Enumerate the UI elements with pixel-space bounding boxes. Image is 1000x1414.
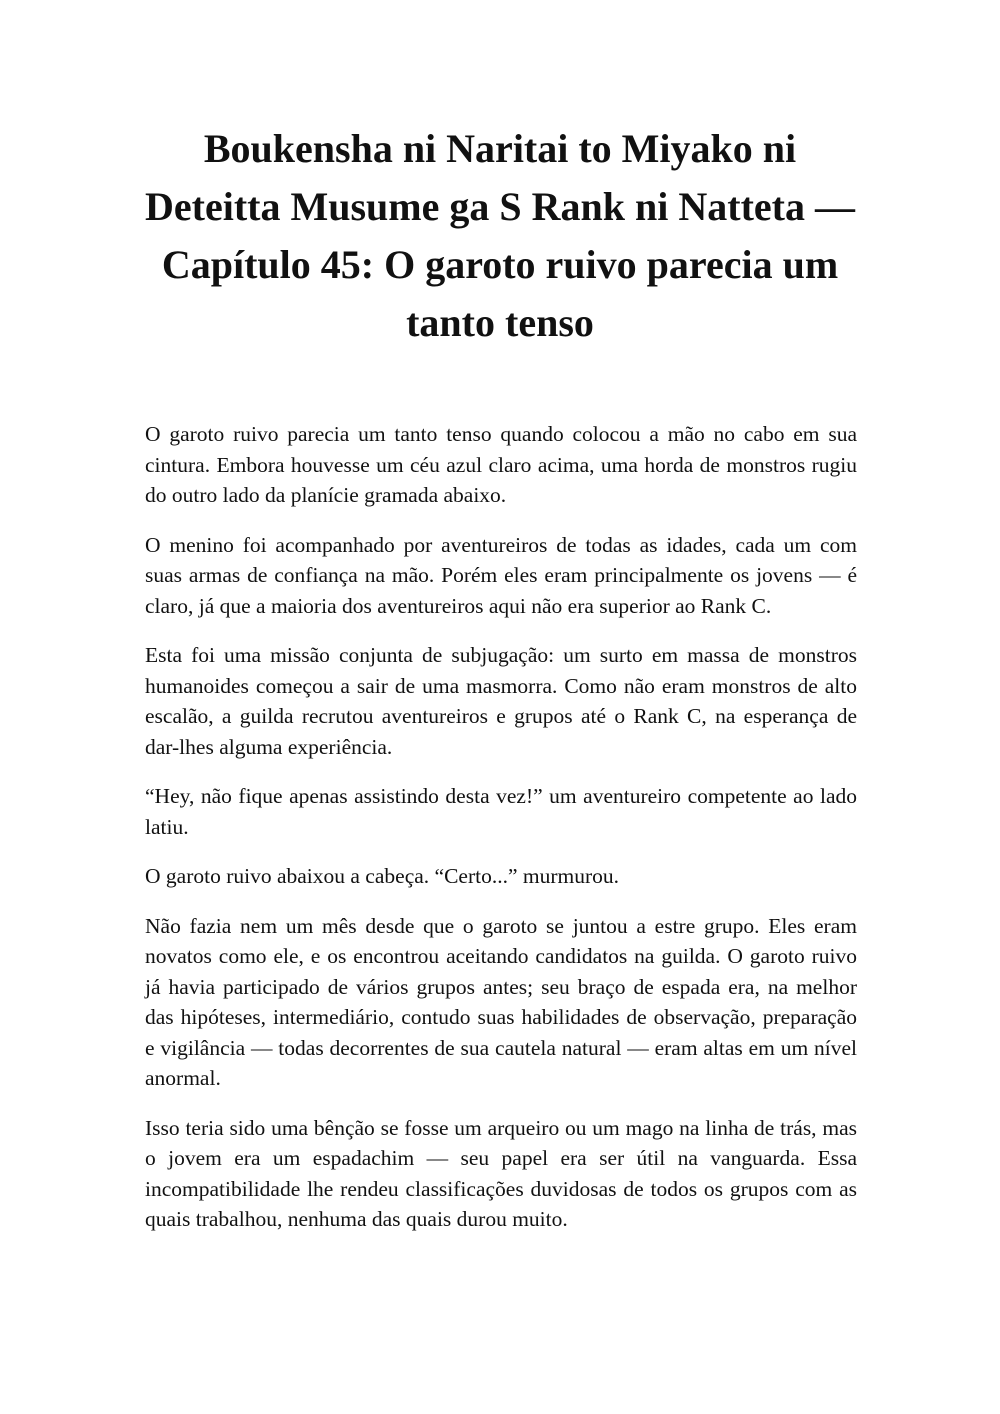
paragraph: O garoto ruivo abaixou a cabeça. “Certo...” murmurou. [145, 864, 620, 888]
chapter-body [145, 419, 857, 1254]
chapter-title: Boukensha ni Naritai to Miyako ni Deteitta Musume ga S Rank ni Natteta — Capítulo 45: O garoto ruivo parecia um tanto tenso [145, 126, 855, 345]
paragraph: Não fazia nem um mês desde que o garoto se juntou a estre grupo. Eles eram novatos como ele, e os encontrou aceitando candidatos na guilda. O garoto ruivo já havia participado de vários grupos antes; seu braço de espada era, na melhor das hipóteses, intermediário, contudo suas habilidades de observação, preparação e vigilância — todas decorrentes de sua cautela natural — eram altas em um nível anormal. [145, 913, 857, 1090]
paragraph: O menino foi acompanhado por aventureiros de todas as idades, cada um com suas armas de confiança na mão. Porém eles eram principalmente os jovens — é claro, já que a maioria dos aventureiros aqui não era superior ao Rank C. [145, 532, 857, 618]
paragraph: Esta foi uma missão conjunta de subjugação: um surto em massa de monstros humanoides começou a sair de uma masmorra. Como não eram monstros de alto escalão, a guilda recrutou aventureiros e grupos até o Rank C, na esperança de dar-lhes alguma experiência. [145, 643, 857, 759]
paragraph: “Hey, não fique apenas assistindo desta vez!” um aventureiro competente ao lado latiu. [145, 784, 857, 839]
paragraph: Isso teria sido uma bênção se fosse um arqueiro ou um mago na linha de trás, mas o jovem era um espadachim — seu papel era ser útil na vanguarda. Essa incompatibilidade lhe rendeu classificações duvidosas de todos os grupos com as quais trabalhou, nenhuma das quais durou muito. [145, 1115, 857, 1231]
paragraph: O garoto ruivo parecia um tanto tenso quando colocou a mão no cabo em sua cintura. Embora houvesse um céu azul claro acima, uma horda de monstros rugiu do outro lado da planície gramada abaixo. [145, 422, 857, 507]
